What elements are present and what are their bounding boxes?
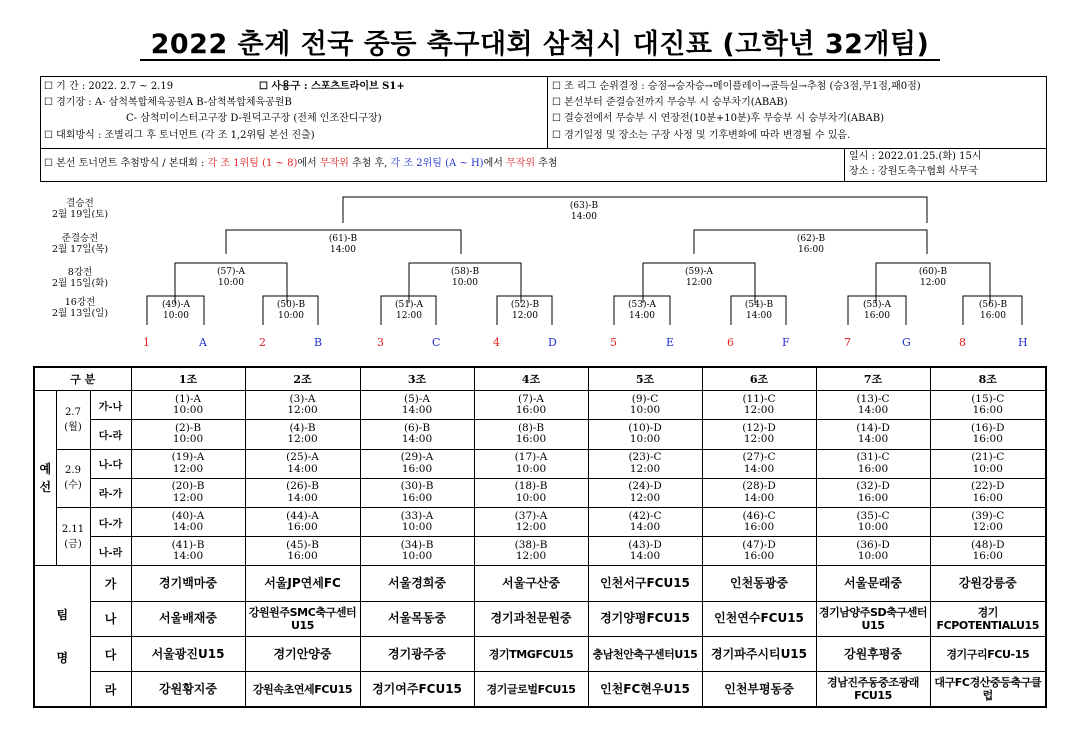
match-cell: (28)-D 14:00	[702, 478, 816, 507]
match-quarter: (57)-A 10:00	[216, 267, 245, 288]
match-cell: (10)-D 10:00	[588, 420, 702, 449]
team-name-cell: 인천FC현우U15	[588, 672, 702, 707]
header-group: 1조	[131, 367, 245, 391]
match-cell: (7)-A 16:00	[474, 391, 588, 420]
match-cell: (23)-C 12:00	[588, 449, 702, 478]
team-name-cell: 경기글로벌FCU15	[474, 672, 588, 707]
match-cell: (33)-A 10:00	[360, 507, 474, 536]
match-semi: (62)-B 16:00	[796, 234, 826, 255]
match-cell: (1)-A 10:00	[131, 391, 245, 420]
slot-number: 4	[493, 336, 500, 349]
schedule-table	[33, 366, 1047, 708]
team-slot-label: 다	[90, 636, 131, 671]
match-cell: (11)-C 12:00	[702, 391, 816, 420]
round-label-r16: 16강전 2월 13일(일)	[51, 297, 109, 319]
header-group: 3조	[360, 367, 474, 391]
team-name-cell: 강원속초연세FCU15	[245, 672, 360, 707]
match-cell: (21)-C 10:00	[930, 449, 1046, 478]
team-name-cell: 경기TMGFCU15	[474, 636, 588, 671]
header-gubun: 구 분	[34, 367, 131, 391]
match-quarter: (59)-A 12:00	[684, 267, 713, 288]
match-cell: (29)-A 16:00	[360, 449, 474, 478]
match-r16: (55)-A 16:00	[862, 300, 891, 321]
match-cell: (22)-D 16:00	[930, 478, 1046, 507]
team-name-cell: 인천연수FCU15	[702, 601, 816, 636]
meeting-date: 일시 : 2022.01.25.(화) 15시	[849, 151, 982, 162]
rule-text: ☐ 조 리그 순위결정 : 승점→승자승→메이플레이→골득실→추첨 (승3점,무1점,패0점)	[552, 81, 921, 92]
team-name-cell: 강원강릉중	[930, 566, 1046, 601]
draw-text: 에서	[297, 158, 320, 169]
match-cell: (6)-B 14:00	[360, 420, 474, 449]
slot-number: 5	[610, 336, 617, 349]
team-slot-label: 나	[90, 601, 131, 636]
match-r16: (52)-B 12:00	[510, 300, 540, 321]
draw-text: 추첨	[535, 158, 558, 169]
match-cell: (44)-A 16:00	[245, 507, 360, 536]
slot-letter: A	[199, 336, 207, 349]
match-row	[34, 391, 1046, 420]
team-name-cell: 경기파주시티U15	[702, 636, 816, 671]
match-cell: (26)-B 14:00	[245, 478, 360, 507]
format-text: ☐ 대회방식 : 조별리그 후 토너먼트 (각 조 1,2위팀 본선 진출)	[44, 130, 315, 141]
match-cell: (39)-C 12:00	[930, 507, 1046, 536]
slot-letter: D	[548, 336, 557, 349]
match-row	[34, 478, 1046, 507]
header-group: 4조	[474, 367, 588, 391]
match-semi: (61)-B 14:00	[328, 234, 358, 255]
pairing-label: 라-가	[90, 478, 131, 507]
slot-number: 6	[727, 336, 734, 349]
team-name-cell: 서울구산중	[474, 566, 588, 601]
match-cell: (36)-D 10:00	[816, 537, 930, 566]
period-text: ☐ 기 간 : 2022. 2.7 ~ 2.19	[44, 81, 174, 92]
match-cell: (41)-B 14:00	[131, 537, 245, 566]
team-name-cell: 경기양평FCU15	[588, 601, 702, 636]
match-row	[34, 537, 1046, 566]
header-group: 5조	[588, 367, 702, 391]
team-name-cell: 인천부평동중	[702, 672, 816, 707]
match-cell: (38)-B 12:00	[474, 537, 588, 566]
team-name-cell: 경기과천문원중	[474, 601, 588, 636]
team-name-cell: 서울JP연세FC	[245, 566, 360, 601]
slot-number: 3	[377, 336, 384, 349]
venue-text: ☐ 경기장 : A- 삼척복합체육공원A B-삼척복합체육공원B	[44, 97, 292, 108]
table-header-row	[34, 367, 1046, 391]
info-divider	[547, 77, 548, 148]
match-cell: (31)-C 16:00	[816, 449, 930, 478]
rule-text: ☐ 경기일정 및 장소는 구장 사정 및 기후변화에 따라 변경될 수 있음.	[552, 130, 851, 141]
header-group: 2조	[245, 367, 360, 391]
team-name-cell: 서울배재중	[131, 601, 245, 636]
match-cell: (32)-D 16:00	[816, 478, 930, 507]
slot-number: 1	[143, 336, 150, 349]
title-underline	[140, 59, 940, 61]
match-cell: (48)-D 16:00	[930, 537, 1046, 566]
pairing-label: 나-라	[90, 537, 131, 566]
match-cell: (35)-C 10:00	[816, 507, 930, 536]
match-cell: (46)-C 16:00	[702, 507, 816, 536]
slot-letter: E	[666, 336, 675, 349]
match-cell: (19)-A 12:00	[131, 449, 245, 478]
stage-label: 예 선	[34, 391, 56, 566]
match-date: 2.7 (월)	[56, 391, 90, 449]
match-row	[34, 420, 1046, 449]
match-cell: (42)-C 14:00	[588, 507, 702, 536]
draw-method-text	[44, 157, 558, 171]
info-box	[40, 76, 1047, 182]
team-name-cell: 경기백마중	[131, 566, 245, 601]
team-name-cell: 대구FC경산중등축구클럽	[930, 672, 1046, 707]
header-group: 7조	[816, 367, 930, 391]
ball-text: ☐ 사용구 : 스포츠트라이브 S1+	[259, 81, 405, 92]
match-date: 2.11 (금)	[56, 507, 90, 565]
pairing-label: 가-나	[90, 391, 131, 420]
team-name-cell: 서울광진U15	[131, 636, 245, 671]
rule-text: ☐ 결승전에서 무승부 시 연장전(10분+10분)후 무승부 시 승부차기(ABAB)	[552, 113, 884, 124]
info-divider	[844, 148, 845, 181]
match-cell: (34)-B 10:00	[360, 537, 474, 566]
match-cell: (20)-B 12:00	[131, 478, 245, 507]
draw-text-highlight: 무작위	[506, 158, 536, 169]
match-cell: (12)-D 12:00	[702, 420, 816, 449]
team-name-cell: 경기광주중	[360, 636, 474, 671]
team-name-cell: 경기남양주SD축구센터U15	[816, 601, 930, 636]
match-quarter: (60)-B 12:00	[918, 267, 948, 288]
draw-text: 추첨 후,	[348, 158, 391, 169]
slot-letter: H	[1018, 336, 1028, 349]
slot-number: 7	[844, 336, 851, 349]
team-slot-label: 라	[90, 672, 131, 707]
match-cell: (3)-A 12:00	[245, 391, 360, 420]
team-name-cell: 경기FCPOTENTIALU15	[930, 601, 1046, 636]
meeting-place: 장소 : 강원도축구협회 사무국	[849, 166, 978, 177]
match-cell: (4)-B 12:00	[245, 420, 360, 449]
match-quarter: (58)-B 10:00	[450, 267, 480, 288]
draw-text: ☐ 본선 토너먼트 추첨방식 / 본대회 :	[44, 158, 208, 169]
match-final: (63)-B 14:00	[569, 201, 599, 222]
match-cell: (9)-C 10:00	[588, 391, 702, 420]
team-name-cell: 서울경희중	[360, 566, 474, 601]
match-cell: (27)-C 14:00	[702, 449, 816, 478]
team-name-cell: 경기구리FCU-15	[930, 636, 1046, 671]
header-group: 8조	[930, 367, 1046, 391]
round-label-final: 결승전 2월 19일(토)	[51, 198, 109, 220]
slot-letter: G	[902, 336, 911, 349]
header-group: 6조	[702, 367, 816, 391]
match-date: 2.9 (수)	[56, 449, 90, 507]
pairing-label: 다-라	[90, 420, 131, 449]
team-name-cell: 강원후평중	[816, 636, 930, 671]
draw-text: 에서	[483, 158, 507, 169]
slot-letter: B	[314, 336, 323, 349]
match-r16: (53)-A 14:00	[627, 300, 656, 321]
info-divider	[41, 148, 1046, 149]
draw-text-highlight: 무작위	[319, 158, 349, 169]
venue-text-2: C- 삼척미이스터고구장 D-원덕고구장 (전체 인조잔디구장)	[126, 113, 382, 124]
match-cell: (45)-B 16:00	[245, 537, 360, 566]
match-cell: (8)-B 16:00	[474, 420, 588, 449]
team-name-cell: 충남천안축구센터U15	[588, 636, 702, 671]
team-row	[34, 601, 1046, 636]
draw-text-highlight: 각 조 2위팀 (A ~ H)	[390, 158, 484, 169]
round-label-semi: 준결승전 2월 17일(목)	[51, 233, 109, 255]
match-row	[34, 449, 1046, 478]
pairing-label: 다-가	[90, 507, 131, 536]
match-cell: (40)-A 14:00	[131, 507, 245, 536]
team-name-cell: 강원황지중	[131, 672, 245, 707]
team-name-cell: 경기여주FCU15	[360, 672, 474, 707]
team-name-cell: 서울문래중	[816, 566, 930, 601]
tournament-bracket	[0, 190, 1080, 360]
match-r16: (54)-B 14:00	[744, 300, 774, 321]
team-name-cell: 강원원주SMC축구센터U15	[245, 601, 360, 636]
match-r16: (50)-B 10:00	[276, 300, 306, 321]
match-cell: (13)-C 14:00	[816, 391, 930, 420]
team-row	[34, 566, 1046, 601]
match-cell: (17)-A 10:00	[474, 449, 588, 478]
rule-text: ☐ 본선부터 준결승전까지 무승부 시 승부차기(ABAB)	[552, 97, 788, 108]
match-cell: (18)-B 10:00	[474, 478, 588, 507]
slot-number: 8	[959, 336, 966, 349]
page-title: 2022 춘계 전국 중등 축구대회 삼척시 대진표 (고학년 32개팀)	[150, 29, 930, 60]
bracket-line	[343, 197, 927, 223]
team-name-cell: 경기안양중	[245, 636, 360, 671]
match-cell: (25)-A 14:00	[245, 449, 360, 478]
match-cell: (16)-D 16:00	[930, 420, 1046, 449]
match-cell: (14)-D 14:00	[816, 420, 930, 449]
match-r16: (49)-A 10:00	[161, 300, 190, 321]
team-row	[34, 636, 1046, 671]
team-name-cell: 인천동광중	[702, 566, 816, 601]
draw-text-highlight: 각 조 1위팀 (1 ~ 8)	[207, 158, 298, 169]
team-name-cell: 서울목동중	[360, 601, 474, 636]
team-name-cell: 경남진주동중조광래FCU15	[816, 672, 930, 707]
team-name-cell: 인천서구FCU15	[588, 566, 702, 601]
match-cell: (15)-C 16:00	[930, 391, 1046, 420]
slot-letter: F	[782, 336, 790, 349]
team-name-label: 팀 명	[34, 566, 90, 707]
round-label-quarter: 8강전 2월 15일(화)	[51, 267, 109, 289]
team-row	[34, 672, 1046, 707]
match-cell: (47)-D 16:00	[702, 537, 816, 566]
match-cell: (30)-B 16:00	[360, 478, 474, 507]
match-row	[34, 507, 1046, 536]
match-r16: (51)-A 12:00	[394, 300, 423, 321]
slot-letter: C	[432, 336, 441, 349]
match-cell: (37)-A 12:00	[474, 507, 588, 536]
match-cell: (24)-D 12:00	[588, 478, 702, 507]
match-cell: (43)-D 14:00	[588, 537, 702, 566]
match-cell: (2)-B 10:00	[131, 420, 245, 449]
match-cell: (5)-A 14:00	[360, 391, 474, 420]
match-r16: (56)-B 16:00	[978, 300, 1008, 321]
slot-number: 2	[259, 336, 266, 349]
pairing-label: 나-다	[90, 449, 131, 478]
team-slot-label: 가	[90, 566, 131, 601]
